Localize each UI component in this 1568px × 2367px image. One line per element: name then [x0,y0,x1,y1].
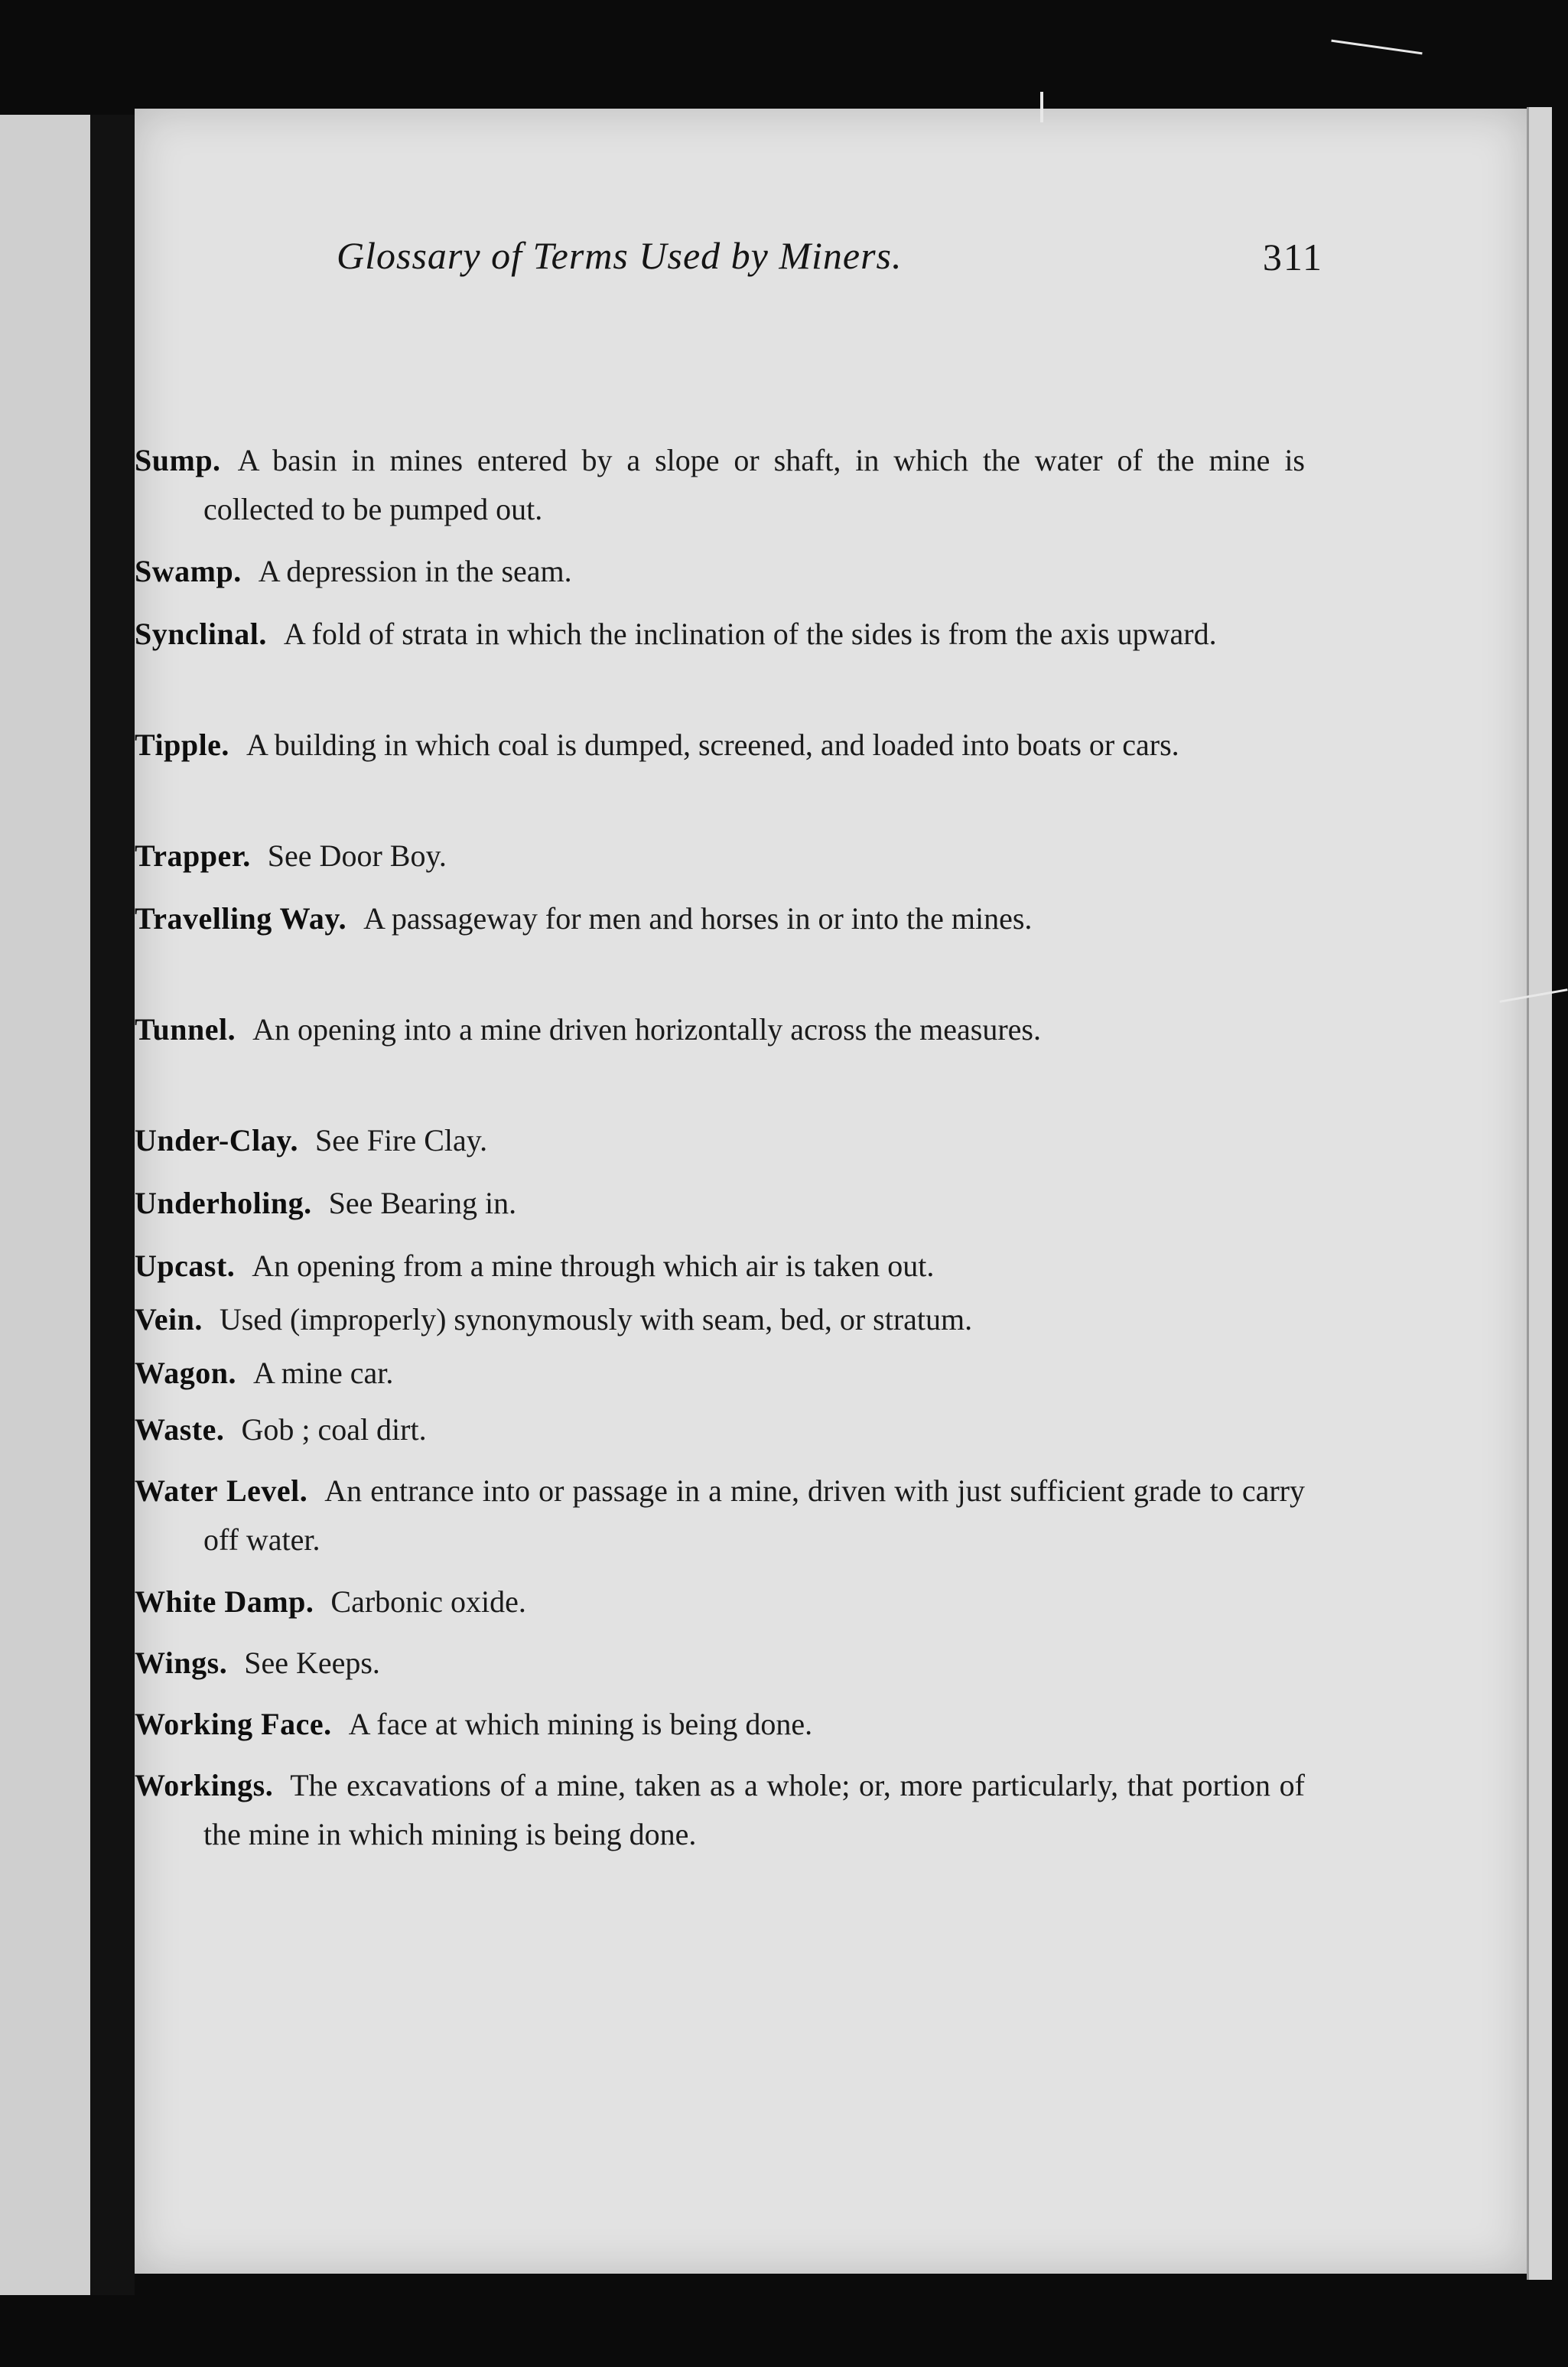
glossary-term: Upcast. [135,1249,236,1283]
glossary-term: Under-Clay. [135,1123,299,1157]
glossary-entry [135,1295,1305,1344]
glossary-term: Vein. [135,1302,203,1337]
glossary-list [135,325,1305,1932]
glossary-term: Synclinal. [135,617,267,651]
glossary-entry [135,1761,1305,1859]
glossary-entry [135,1005,1305,1054]
glossary-definition: An opening from a mine through which air is taken out. [252,1249,935,1283]
glossary-definition: See Door Boy. [267,838,447,873]
glossary-entry [135,1639,1305,1688]
running-title: Glossary of Terms Used by Miners. [337,234,903,277]
glossary-term: Tunnel. [135,1012,236,1047]
glossary-term: Wagon. [135,1356,237,1390]
adjacent-page-edge [0,115,95,2295]
glossary-entry [135,1405,1305,1454]
glossary-definition: A depression in the seam. [258,554,572,588]
glossary-definition: An entrance into or passage in a mine, driven with just sufficient grade to carry off water. [203,1473,1306,1557]
glossary-definition: A passageway for men and horses in or into the mines. [363,901,1033,936]
glossary-term: Swamp. [135,554,242,588]
glossary-definition: A face at which mining is being done. [348,1707,813,1741]
glossary-entry [135,1577,1305,1626]
glossary-entry [135,832,1305,881]
glossary-entry [135,721,1305,770]
glossary-term: Sump. [135,443,221,477]
glossary-definition: See Fire Clay. [315,1123,488,1157]
glossary-definition: Used (improperly) synonymously with seam, bed, or stratum. [219,1302,973,1337]
book-gutter [90,115,135,2295]
glossary-entry [135,1179,1305,1228]
glossary-entry [135,1467,1305,1564]
glossary-term: Tipple. [135,728,229,762]
glossary-entry [135,1700,1305,1749]
glossary-definition: A building in which coal is dumped, screened, and loaded into boats or cars. [246,728,1179,762]
glossary-definition: Carbonic oxide. [330,1584,526,1619]
glossary-entry [135,610,1305,659]
glossary-term: Wings. [135,1646,228,1680]
glossary-definition: Gob ; coal dirt. [241,1412,427,1447]
glossary-definition: A mine car. [253,1356,394,1390]
glossary-term: Water Level. [135,1473,308,1508]
glossary-definition: The excavations of a mine, taken as a whole; or, more particularly, that portion of the mine in which mining is being done. [203,1768,1305,1851]
glossary-entry [135,894,1305,943]
glossary-definition: An opening into a mine driven horizontally across the measures. [252,1012,1041,1047]
glossary-entry [135,1116,1305,1165]
glossary-term: Working Face. [135,1707,332,1741]
glossary-definition: See Keeps. [244,1646,380,1680]
glossary-entry [135,1242,1305,1291]
glossary-definition: A basin in mines entered by a slope or shaft, in which the water of the mine is collected to be pumped out. [203,443,1305,526]
glossary-term: Workings. [135,1768,274,1802]
glossary-term: Trapper. [135,838,251,873]
glossary-entry [135,1349,1305,1398]
film-scratch [1040,92,1043,122]
glossary-term: White Damp. [135,1584,314,1619]
page-fore-edge [1527,107,1552,2280]
glossary-definition: A fold of strata in which the inclination of the sides is from the axis upward. [283,617,1217,651]
page-number: 311 [1262,236,1323,278]
glossary-term: Underholing. [135,1186,312,1220]
film-scratch [1331,40,1422,55]
glossary-entry [135,547,1305,596]
glossary-entry [135,436,1305,534]
running-head [337,233,1323,302]
glossary-definition: See Bearing in. [328,1186,517,1220]
glossary-term: Travelling Way. [135,901,347,936]
glossary-term: Waste. [135,1412,225,1447]
